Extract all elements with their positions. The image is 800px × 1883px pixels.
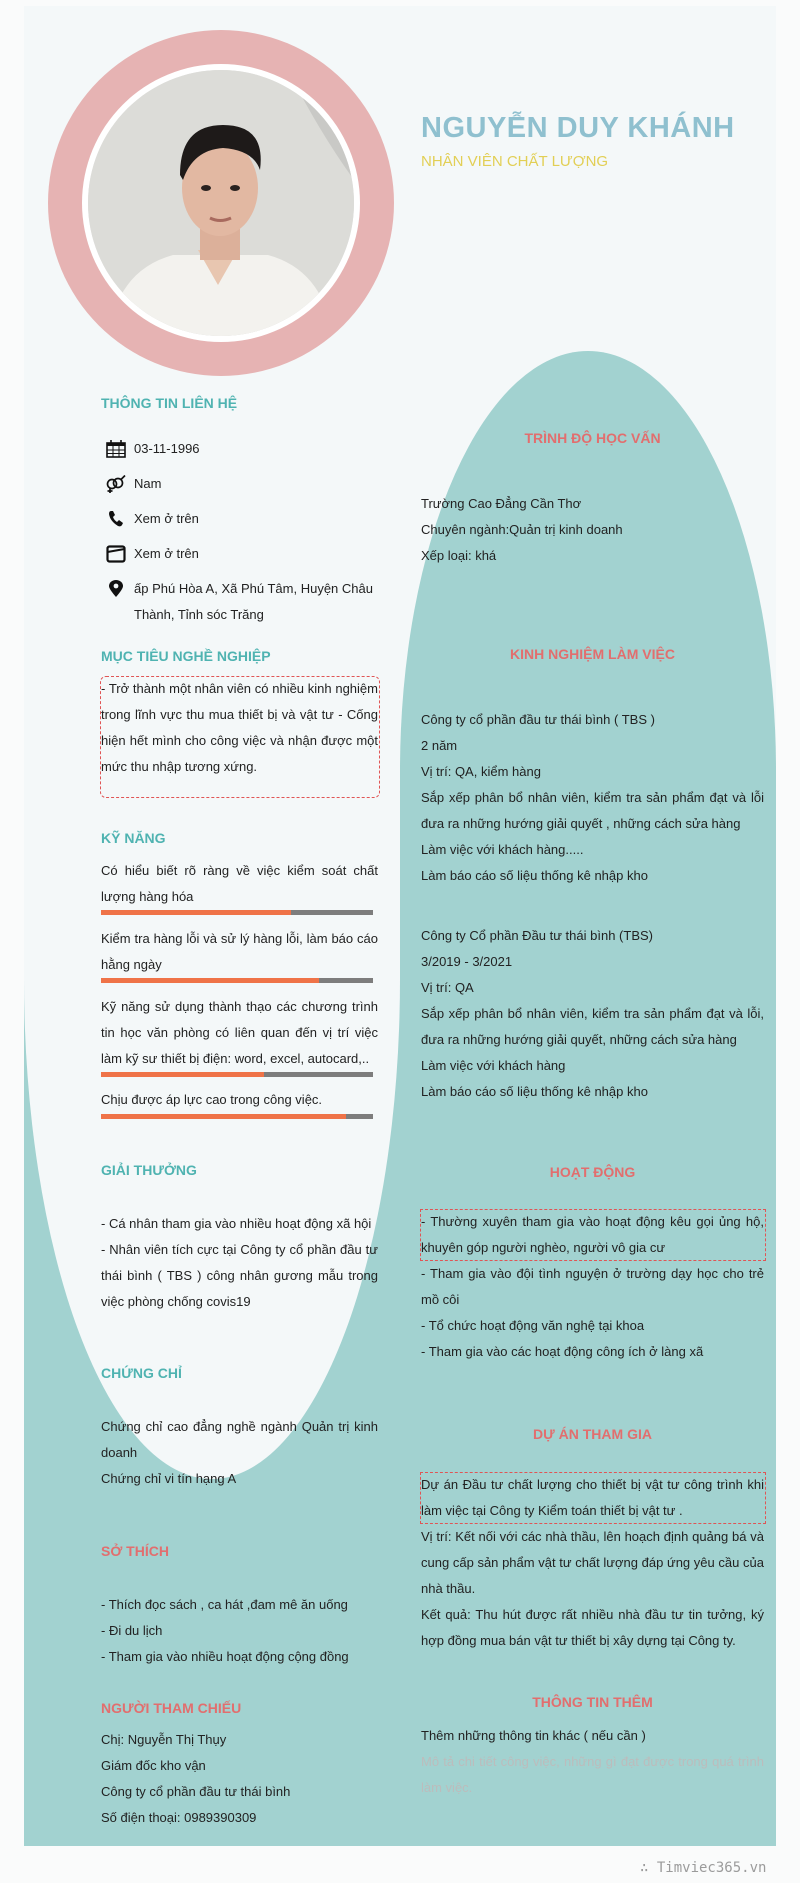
contact-birthday bbox=[101, 436, 378, 462]
activity-line: - Tham gia vào các hoạt động công ích ở làng xã bbox=[421, 1344, 704, 1359]
activity-line: - Thường xuyên tham gia vào hoạt động kêu gọi ủng hộ, khuyên góp người nghèo, người vô gia cư bbox=[421, 1214, 764, 1255]
extra-title: THÔNG TIN THÊM bbox=[532, 1694, 653, 1710]
candidate-role: NHÂN VIÊN CHẤT LƯỢNG bbox=[421, 153, 609, 170]
contact-phone-text: Xem ở trên bbox=[134, 511, 199, 526]
skill-bar bbox=[101, 910, 373, 915]
job-duty: Làm việc với khách hàng..... bbox=[421, 842, 584, 857]
project-line: Vị trí: Kết nối với các nhà thầu, lên hoạch định quảng bá và cung cấp sản phẩm vật tư chất lượng đáp ứng yêu cầu của nhà thầu. bbox=[421, 1529, 764, 1596]
contact-address bbox=[101, 576, 378, 628]
skill-bar-fill bbox=[101, 910, 291, 915]
email-icon bbox=[106, 545, 126, 563]
projects-title: DỰ ÁN THAM GIA bbox=[533, 1426, 652, 1442]
awards-title: GIẢI THƯỞNG bbox=[101, 1162, 197, 1178]
hobbies-title: SỞ THÍCH bbox=[101, 1543, 169, 1559]
education-title: TRÌNH ĐỘ HỌC VẤN bbox=[524, 430, 661, 446]
contact-birthday-text: 03-11-1996 bbox=[134, 441, 200, 456]
candidate-name: NGUYỄN DUY KHÁNH bbox=[421, 112, 735, 144]
skill-item: Chịu được áp lực cao trong công việc. bbox=[101, 1092, 323, 1107]
objective-title: MỤC TIÊU NGHỀ NGHIỆP bbox=[101, 648, 271, 664]
skill-bar-fill bbox=[101, 1114, 346, 1119]
certificate-line: Chứng chỉ cao đẳng nghề ngành Quản trị kinh doanh bbox=[101, 1419, 378, 1460]
contact-email-text: Xem ở trên bbox=[134, 546, 199, 561]
contact-gender bbox=[101, 471, 378, 497]
activity-line: - Tổ chức hoạt động văn nghệ tại khoa bbox=[421, 1318, 645, 1333]
location-icon bbox=[106, 580, 126, 598]
job-duty: Làm việc với khách hàng bbox=[421, 1058, 566, 1073]
job-duty: Làm báo cáo số liệu thống kê nhập kho bbox=[421, 868, 648, 883]
job-period: 3/2019 - 3/2021 bbox=[421, 954, 513, 969]
avatar bbox=[88, 70, 354, 336]
job-position: Vị trí: QA, kiểm hàng bbox=[421, 764, 541, 779]
site-watermark: ∴ Timviec365.vn bbox=[640, 1860, 767, 1876]
contact-gender-text: Nam bbox=[134, 476, 162, 491]
extra-placeholder: Mô tả chi tiết công việc, những gì đạt được trong quá trình làm việc. bbox=[421, 1754, 764, 1795]
hobby-line: - Thích đọc sách , ca hát ,đam mê ăn uống bbox=[101, 1597, 348, 1612]
contact-phone bbox=[101, 506, 378, 532]
certificate-line: Chứng chỉ vi tín hạng A bbox=[101, 1471, 237, 1486]
activities-title: HOẠT ĐỘNG bbox=[549, 1164, 636, 1180]
job-period: 2 năm bbox=[421, 738, 458, 753]
extra-line: Thêm những thông tin khác ( nếu cần ) bbox=[421, 1728, 646, 1743]
job-position: Vị trí: QA bbox=[421, 980, 474, 995]
skill-item: Kỹ năng sử dụng thành thạo các chương trình tin học văn phòng có liên quan đến vị trí việc làm kỹ sư thiết bị điện: word, excel, autocard,.. bbox=[101, 999, 378, 1066]
certificates-title: CHỨNG CHỈ bbox=[101, 1365, 182, 1381]
hobby-line: - Đi du lịch bbox=[101, 1623, 163, 1638]
job-duty: Sắp xếp phân bổ nhân viên, kiểm tra sản phẩm đạt và lỗi, đưa ra những hướng giải quyết, những cách sửa hàng bbox=[421, 1006, 764, 1047]
award-line: - Cá nhân tham gia vào nhiều hoạt động xã hội bbox=[101, 1216, 372, 1231]
experience-title: KINH NGHIỆM LÀM VIỆC bbox=[510, 646, 675, 662]
hobby-line: - Tham gia vào nhiều hoạt động cộng đồng bbox=[101, 1649, 349, 1664]
award-line: - Nhân viên tích cực tại Công ty cổ phần đầu tư thái bình ( TBS ) công nhân gương mẫu trong việc phòng chống covis19 bbox=[101, 1242, 378, 1309]
contact-address-text: ấp Phú Hòa A, Xã Phú Tâm, Huyện Châu Thành, Tỉnh sóc Trăng bbox=[134, 581, 373, 622]
reference-line: Số điện thoại: 0989390309 bbox=[101, 1810, 257, 1825]
references-title: NGƯỜI THAM CHIẾU bbox=[101, 1700, 242, 1716]
job-duty: Sắp xếp phân bổ nhân viên, kiểm tra sản phẩm đạt và lỗi đưa ra những hướng giải quyết , những cách sửa hàng bbox=[421, 790, 764, 831]
gender-icon bbox=[106, 475, 126, 493]
reference-line: Công ty cổ phần đầu tư thái bình bbox=[101, 1784, 291, 1799]
reference-line: Chị: Nguyễn Thị Thụy bbox=[101, 1732, 227, 1747]
education-line: Chuyên ngành:Quản trị kinh doanh bbox=[421, 522, 623, 537]
job-company: Công ty cổ phần đầu tư thái bình ( TBS ) bbox=[421, 712, 655, 727]
skill-bar-fill bbox=[101, 978, 319, 983]
skill-bar bbox=[101, 1114, 373, 1119]
education-line: Xếp loại: khá bbox=[421, 548, 497, 563]
objective-text: - Trở thành một nhân viên có nhiều kinh nghiệm trong lĩnh vực thu mua thiết bị và vật tư - Cống hiện hết mình cho công việc và nhận được một mức thu nhập tương xứng. bbox=[101, 681, 378, 774]
activity-line: - Tham gia vào đội tình nguyện ở trường dạy học cho trẻ mồ côi bbox=[421, 1266, 764, 1307]
education-line: Trường Cao Đẳng Cần Thơ bbox=[421, 496, 582, 511]
skills-title: KỸ NĂNG bbox=[101, 830, 166, 846]
contact-title: THÔNG TIN LIÊN HỆ bbox=[101, 395, 238, 411]
phone-icon bbox=[106, 510, 126, 528]
skill-bar bbox=[101, 978, 373, 983]
skill-item: Có hiểu biết rõ ràng về việc kiểm soát chất lượng hàng hóa bbox=[101, 863, 378, 904]
skill-item: Kiểm tra hàng lỗi và sử lý hàng lỗi, làm báo cáo hằng ngày bbox=[101, 931, 378, 972]
job-duty: Làm báo cáo số liệu thống kê nhập kho bbox=[421, 1084, 648, 1099]
avatar-photo bbox=[88, 70, 354, 336]
project-line: Dự án Đầu tư chất lượng cho thiết bị vật tư công trình khi làm việc tại Công ty Kiểm toán thiết bị vật tư . bbox=[421, 1477, 764, 1518]
reference-line: Giám đốc kho vận bbox=[101, 1758, 206, 1773]
contact-email bbox=[101, 541, 378, 567]
skill-bar bbox=[101, 1072, 373, 1077]
project-line: Kết quả: Thu hút được rất nhiều nhà đầu tư tin tưởng, ký hợp đồng mua bán vật tư thiết bị xây dựng tại Công ty. bbox=[421, 1607, 764, 1648]
calendar-icon bbox=[106, 440, 126, 458]
skill-bar-fill bbox=[101, 1072, 264, 1077]
job-company: Công ty Cổ phần Đầu tư thái bình (TBS) bbox=[421, 928, 653, 943]
